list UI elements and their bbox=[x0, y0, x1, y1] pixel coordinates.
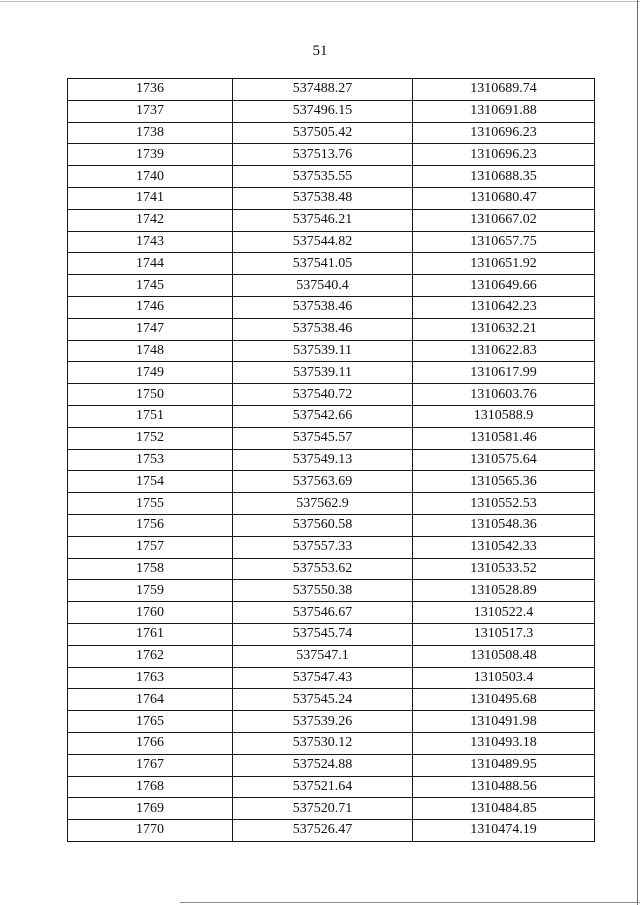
table-row bbox=[68, 645, 595, 667]
x-coordinate-cell: 537542.66 bbox=[233, 405, 413, 427]
point-number-cell: 1752 bbox=[68, 427, 233, 449]
table-row bbox=[68, 667, 595, 689]
point-number-cell: 1770 bbox=[68, 820, 233, 842]
y-coordinate-cell: 1310522.4 bbox=[413, 602, 595, 624]
point-number-cell: 1740 bbox=[68, 166, 233, 188]
y-coordinate-cell: 1310696.23 bbox=[413, 144, 595, 166]
x-coordinate-cell: 537505.42 bbox=[233, 122, 413, 144]
y-coordinate-cell: 1310474.19 bbox=[413, 820, 595, 842]
y-coordinate-cell: 1310495.68 bbox=[413, 689, 595, 711]
point-number-cell: 1738 bbox=[68, 122, 233, 144]
y-coordinate-cell: 1310489.95 bbox=[413, 754, 595, 776]
y-coordinate-cell: 1310649.66 bbox=[413, 275, 595, 297]
table-row bbox=[68, 296, 595, 318]
y-coordinate-cell: 1310491.98 bbox=[413, 711, 595, 733]
point-number-cell: 1741 bbox=[68, 187, 233, 209]
point-number-cell: 1739 bbox=[68, 144, 233, 166]
x-coordinate-cell: 537538.48 bbox=[233, 187, 413, 209]
y-coordinate-cell: 1310503.4 bbox=[413, 667, 595, 689]
point-number-cell: 1754 bbox=[68, 471, 233, 493]
point-number-cell: 1761 bbox=[68, 623, 233, 645]
x-coordinate-cell: 537544.82 bbox=[233, 231, 413, 253]
coordinates-table-body bbox=[68, 79, 595, 842]
y-coordinate-cell: 1310603.76 bbox=[413, 384, 595, 406]
y-coordinate-cell: 1310667.02 bbox=[413, 209, 595, 231]
point-number-cell: 1767 bbox=[68, 754, 233, 776]
point-number-cell: 1746 bbox=[68, 296, 233, 318]
x-coordinate-cell: 537550.38 bbox=[233, 580, 413, 602]
point-number-cell: 1742 bbox=[68, 209, 233, 231]
point-number-cell: 1766 bbox=[68, 732, 233, 754]
x-coordinate-cell: 537541.05 bbox=[233, 253, 413, 275]
table-row bbox=[68, 776, 595, 798]
x-coordinate-cell: 537488.27 bbox=[233, 79, 413, 101]
y-coordinate-cell: 1310548.36 bbox=[413, 514, 595, 536]
table-row bbox=[68, 166, 595, 188]
x-coordinate-cell: 537538.46 bbox=[233, 296, 413, 318]
table-row bbox=[68, 623, 595, 645]
y-coordinate-cell: 1310565.36 bbox=[413, 471, 595, 493]
table-row bbox=[68, 209, 595, 231]
table-row bbox=[68, 493, 595, 515]
point-number-cell: 1745 bbox=[68, 275, 233, 297]
point-number-cell: 1758 bbox=[68, 558, 233, 580]
point-number-cell: 1749 bbox=[68, 362, 233, 384]
x-coordinate-cell: 537563.69 bbox=[233, 471, 413, 493]
x-coordinate-cell: 537526.47 bbox=[233, 820, 413, 842]
y-coordinate-cell: 1310642.23 bbox=[413, 296, 595, 318]
point-number-cell: 1747 bbox=[68, 318, 233, 340]
y-coordinate-cell: 1310493.18 bbox=[413, 732, 595, 754]
table-row bbox=[68, 580, 595, 602]
x-coordinate-cell: 537547.43 bbox=[233, 667, 413, 689]
x-coordinate-cell: 537562.9 bbox=[233, 493, 413, 515]
table-row bbox=[68, 144, 595, 166]
y-coordinate-cell: 1310689.74 bbox=[413, 79, 595, 101]
y-coordinate-cell: 1310508.48 bbox=[413, 645, 595, 667]
y-coordinate-cell: 1310688.35 bbox=[413, 166, 595, 188]
x-coordinate-cell: 537545.57 bbox=[233, 427, 413, 449]
table-row bbox=[68, 231, 595, 253]
point-number-cell: 1736 bbox=[68, 79, 233, 101]
table-row bbox=[68, 100, 595, 122]
table-row bbox=[68, 340, 595, 362]
point-number-cell: 1756 bbox=[68, 514, 233, 536]
point-number-cell: 1753 bbox=[68, 449, 233, 471]
point-number-cell: 1760 bbox=[68, 602, 233, 624]
x-coordinate-cell: 537547.1 bbox=[233, 645, 413, 667]
y-coordinate-cell: 1310617.99 bbox=[413, 362, 595, 384]
x-coordinate-cell: 537496.15 bbox=[233, 100, 413, 122]
y-coordinate-cell: 1310632.21 bbox=[413, 318, 595, 340]
point-number-cell: 1759 bbox=[68, 580, 233, 602]
table-row bbox=[68, 187, 595, 209]
table-row bbox=[68, 732, 595, 754]
x-coordinate-cell: 537539.11 bbox=[233, 362, 413, 384]
table-row bbox=[68, 405, 595, 427]
table-row bbox=[68, 820, 595, 842]
y-coordinate-cell: 1310651.92 bbox=[413, 253, 595, 275]
point-number-cell: 1764 bbox=[68, 689, 233, 711]
x-coordinate-cell: 537549.13 bbox=[233, 449, 413, 471]
point-number-cell: 1743 bbox=[68, 231, 233, 253]
x-coordinate-cell: 537546.21 bbox=[233, 209, 413, 231]
y-coordinate-cell: 1310484.85 bbox=[413, 798, 595, 820]
table-row bbox=[68, 427, 595, 449]
x-coordinate-cell: 537545.24 bbox=[233, 689, 413, 711]
x-coordinate-cell: 537546.67 bbox=[233, 602, 413, 624]
table-row bbox=[68, 602, 595, 624]
point-number-cell: 1763 bbox=[68, 667, 233, 689]
x-coordinate-cell: 537540.72 bbox=[233, 384, 413, 406]
y-coordinate-cell: 1310533.52 bbox=[413, 558, 595, 580]
x-coordinate-cell: 537535.55 bbox=[233, 166, 413, 188]
table-row bbox=[68, 449, 595, 471]
table-row bbox=[68, 754, 595, 776]
table-row bbox=[68, 318, 595, 340]
point-number-cell: 1768 bbox=[68, 776, 233, 798]
x-coordinate-cell: 537530.12 bbox=[233, 732, 413, 754]
x-coordinate-cell: 537540.4 bbox=[233, 275, 413, 297]
scan-edge-top bbox=[0, 1, 640, 2]
table-row bbox=[68, 711, 595, 733]
y-coordinate-cell: 1310581.46 bbox=[413, 427, 595, 449]
point-number-cell: 1755 bbox=[68, 493, 233, 515]
table-row bbox=[68, 536, 595, 558]
x-coordinate-cell: 537513.76 bbox=[233, 144, 413, 166]
table-row bbox=[68, 275, 595, 297]
x-coordinate-cell: 537539.11 bbox=[233, 340, 413, 362]
table-row bbox=[68, 122, 595, 144]
y-coordinate-cell: 1310691.88 bbox=[413, 100, 595, 122]
y-coordinate-cell: 1310552.53 bbox=[413, 493, 595, 515]
table-row bbox=[68, 79, 595, 101]
x-coordinate-cell: 537539.26 bbox=[233, 711, 413, 733]
point-number-cell: 1748 bbox=[68, 340, 233, 362]
y-coordinate-cell: 1310588.9 bbox=[413, 405, 595, 427]
x-coordinate-cell: 537521.64 bbox=[233, 776, 413, 798]
page-number: 51 bbox=[312, 43, 328, 59]
table-row bbox=[68, 558, 595, 580]
y-coordinate-cell: 1310517.3 bbox=[413, 623, 595, 645]
point-number-cell: 1751 bbox=[68, 405, 233, 427]
table-row bbox=[68, 514, 595, 536]
scan-edge-bottom bbox=[180, 902, 640, 903]
x-coordinate-cell: 537538.46 bbox=[233, 318, 413, 340]
x-coordinate-cell: 537524.88 bbox=[233, 754, 413, 776]
y-coordinate-cell: 1310488.56 bbox=[413, 776, 595, 798]
point-number-cell: 1744 bbox=[68, 253, 233, 275]
point-number-cell: 1762 bbox=[68, 645, 233, 667]
x-coordinate-cell: 537557.33 bbox=[233, 536, 413, 558]
table-row bbox=[68, 798, 595, 820]
y-coordinate-cell: 1310622.83 bbox=[413, 340, 595, 362]
y-coordinate-cell: 1310696.23 bbox=[413, 122, 595, 144]
table-row bbox=[68, 253, 595, 275]
x-coordinate-cell: 537560.58 bbox=[233, 514, 413, 536]
x-coordinate-cell: 537520.71 bbox=[233, 798, 413, 820]
x-coordinate-cell: 537545.74 bbox=[233, 623, 413, 645]
x-coordinate-cell: 537553.62 bbox=[233, 558, 413, 580]
table-row bbox=[68, 384, 595, 406]
coordinates-table bbox=[67, 78, 595, 842]
point-number-cell: 1769 bbox=[68, 798, 233, 820]
y-coordinate-cell: 1310575.64 bbox=[413, 449, 595, 471]
y-coordinate-cell: 1310542.33 bbox=[413, 536, 595, 558]
table-row bbox=[68, 471, 595, 493]
point-number-cell: 1757 bbox=[68, 536, 233, 558]
point-number-cell: 1765 bbox=[68, 711, 233, 733]
point-number-cell: 1750 bbox=[68, 384, 233, 406]
table-row bbox=[68, 362, 595, 384]
scan-edge-right bbox=[637, 0, 638, 905]
y-coordinate-cell: 1310680.47 bbox=[413, 187, 595, 209]
point-number-cell: 1737 bbox=[68, 100, 233, 122]
y-coordinate-cell: 1310528.89 bbox=[413, 580, 595, 602]
y-coordinate-cell: 1310657.75 bbox=[413, 231, 595, 253]
table-row bbox=[68, 689, 595, 711]
